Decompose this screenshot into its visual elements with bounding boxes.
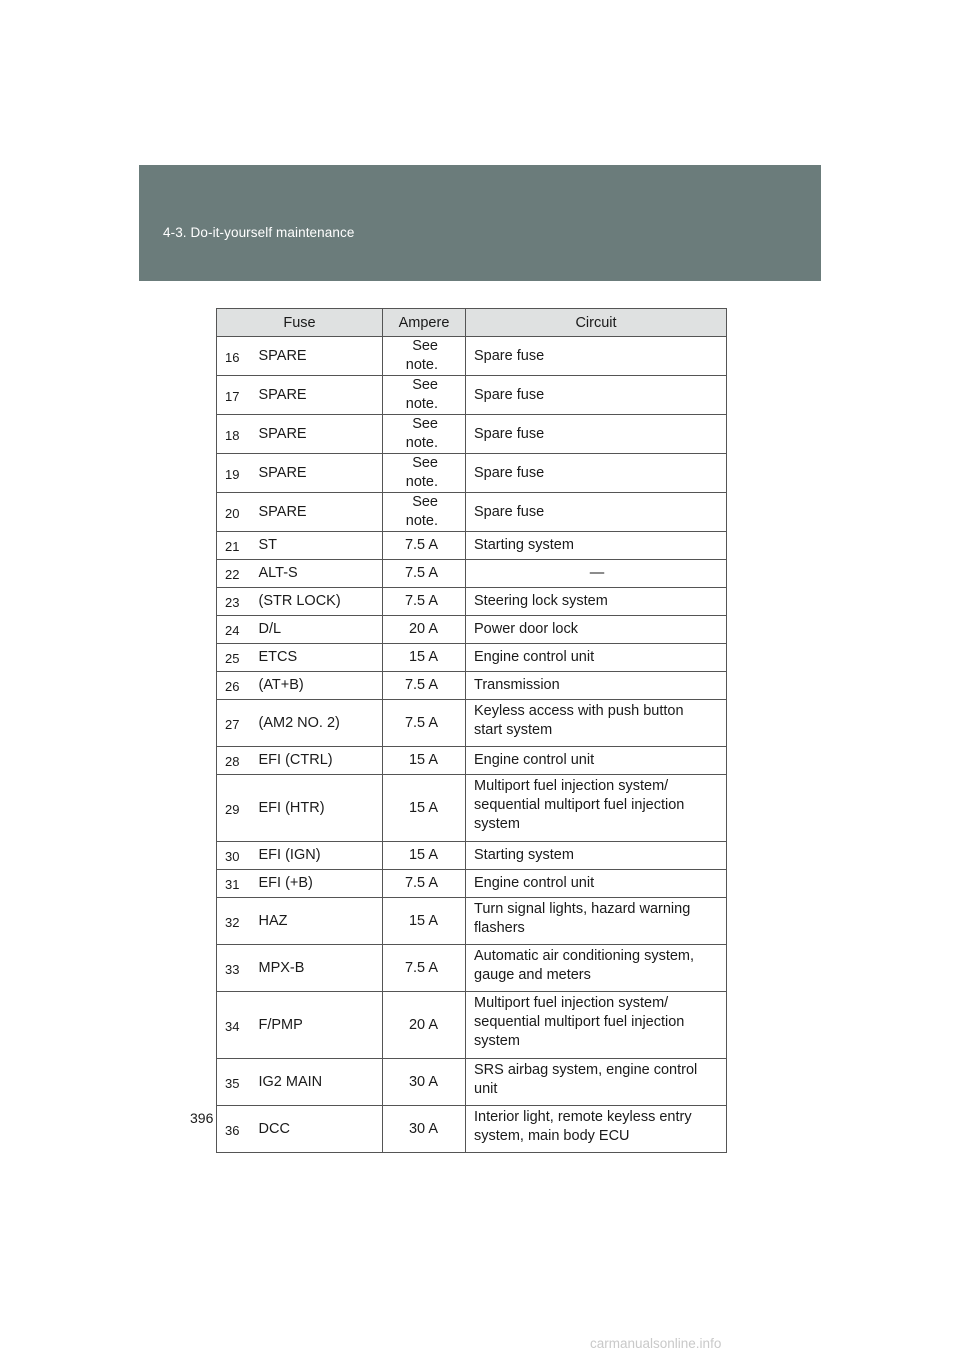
fuse-number: 35 xyxy=(217,1059,251,1106)
fuse-name: ALT-S xyxy=(251,560,383,588)
fuse-ampere: 30 A xyxy=(383,1059,466,1106)
fuse-circuit xyxy=(466,1059,727,1106)
fuse-number: 24 xyxy=(217,616,251,644)
circuit-line: Spare fuse xyxy=(474,425,545,442)
fuse-name: (AT+B) xyxy=(251,672,383,700)
table-row xyxy=(217,842,727,870)
fuse-name: ETCS xyxy=(251,644,383,672)
circuit-line: unit xyxy=(474,1081,498,1097)
fuse-circuit xyxy=(466,415,727,454)
fuse-ampere: 15 A xyxy=(383,644,466,672)
table-row xyxy=(217,775,727,842)
circuit-line: Spare fuse xyxy=(474,464,545,481)
page-number: 396 xyxy=(190,1110,214,1126)
circuit-line: system, main body ECU xyxy=(474,1128,630,1144)
circuit-line: Keyless access with push button xyxy=(474,703,684,719)
fuse-name: EFI (IGN) xyxy=(251,842,383,870)
fuse-number: 34 xyxy=(217,992,251,1059)
circuit-line: flashers xyxy=(474,920,525,936)
fuse-ampere: See note. xyxy=(383,493,466,532)
fuse-circuit xyxy=(466,616,727,644)
table-row xyxy=(217,747,727,775)
fuse-number: 36 xyxy=(217,1106,251,1153)
fuse-name: (AM2 NO. 2) xyxy=(251,700,383,747)
table-row xyxy=(217,898,727,945)
fuse-name: SPARE xyxy=(251,415,383,454)
fuse-name: SPARE xyxy=(251,454,383,493)
fuse-circuit xyxy=(466,532,727,560)
fuse-ampere: 7.5 A xyxy=(383,672,466,700)
fuse-circuit xyxy=(466,842,727,870)
fuse-ampere: 7.5 A xyxy=(383,945,466,992)
fuse-name: F/PMP xyxy=(251,992,383,1059)
fuse-circuit xyxy=(466,672,727,700)
fuse-ampere: 7.5 A xyxy=(383,588,466,616)
fuse-circuit xyxy=(466,945,727,992)
fuse-number: 26 xyxy=(217,672,251,700)
fuse-name: SPARE xyxy=(251,493,383,532)
fuse-name: MPX-B xyxy=(251,945,383,992)
fuse-ampere: 7.5 A xyxy=(383,700,466,747)
fuse-name: EFI (HTR) xyxy=(251,775,383,842)
circuit-line: Engine control unit xyxy=(474,875,595,891)
fuse-number: 21 xyxy=(217,532,251,560)
fuse-name: SPARE xyxy=(251,376,383,415)
circuit-line: Steering lock system xyxy=(474,593,608,609)
circuit-line: Automatic air conditioning system, xyxy=(474,948,695,964)
circuit-line: Turn signal lights, hazard warning xyxy=(474,901,691,917)
fuse-ampere: See note. xyxy=(383,337,466,376)
circuit-line: start system xyxy=(474,722,553,738)
fuse-number: 16 xyxy=(217,337,251,376)
fuse-circuit xyxy=(466,775,727,842)
fuse-ampere: 7.5 A xyxy=(383,560,466,588)
fuse-number: 19 xyxy=(217,454,251,493)
circuit-line: system xyxy=(474,1033,520,1049)
fuse-circuit xyxy=(466,992,727,1059)
fuse-ampere: See note. xyxy=(383,454,466,493)
circuit-line: Engine control unit xyxy=(474,649,595,665)
fuse-circuit xyxy=(466,560,727,588)
fuse-number: 17 xyxy=(217,376,251,415)
circuit-line: Spare fuse xyxy=(474,503,545,520)
table-row xyxy=(217,337,727,376)
fuse-name: ST xyxy=(251,532,383,560)
fuse-number: 23 xyxy=(217,588,251,616)
table-row xyxy=(217,700,727,747)
fuse-ampere: 7.5 A xyxy=(383,870,466,898)
circuit-line: gauge and meters xyxy=(474,967,591,983)
fuse-ampere: 15 A xyxy=(383,775,466,842)
table-row xyxy=(217,588,727,616)
fuse-name: EFI (+B) xyxy=(251,870,383,898)
circuit-line: Multiport fuel injection system/ xyxy=(474,778,669,794)
fuse-name: (STR LOCK) xyxy=(251,588,383,616)
fuse-number: 20 xyxy=(217,493,251,532)
circuit-line: system xyxy=(474,816,520,832)
fuse-circuit xyxy=(466,588,727,616)
fuse-ampere: 30 A xyxy=(383,1106,466,1153)
table-row xyxy=(217,415,727,454)
fuse-number: 18 xyxy=(217,415,251,454)
fuse-number: 25 xyxy=(217,644,251,672)
table-header-row xyxy=(217,309,727,337)
fuse-circuit xyxy=(466,376,727,415)
fuse-number: 32 xyxy=(217,898,251,945)
footer-watermark: carmanualsonline.info xyxy=(590,1336,722,1351)
fuse-number: 33 xyxy=(217,945,251,992)
circuit-line: Multiport fuel injection system/ xyxy=(474,995,669,1011)
fuse-ampere: 15 A xyxy=(383,747,466,775)
fuse-ampere: 20 A xyxy=(383,616,466,644)
circuit-line: Starting system xyxy=(474,847,574,863)
table-row xyxy=(217,493,727,532)
fuse-name: SPARE xyxy=(251,337,383,376)
fuse-ampere: 20 A xyxy=(383,992,466,1059)
circuit-line: Engine control unit xyxy=(474,752,595,768)
column-header-circuit: Circuit xyxy=(466,309,727,337)
table-row xyxy=(217,672,727,700)
circuit-line: sequential multiport fuel injection xyxy=(474,1014,685,1030)
circuit-line: sequential multiport fuel injection xyxy=(474,797,685,813)
table-row xyxy=(217,376,727,415)
table-row xyxy=(217,992,727,1059)
circuit-line: Power door lock xyxy=(474,621,578,637)
circuit-line: Starting system xyxy=(474,537,574,553)
fuse-ampere: 15 A xyxy=(383,842,466,870)
fuse-name: EFI (CTRL) xyxy=(251,747,383,775)
fuse-ampere: 7.5 A xyxy=(383,532,466,560)
fuse-circuit xyxy=(466,898,727,945)
fuse-ampere: See note. xyxy=(383,376,466,415)
fuse-number: 30 xyxy=(217,842,251,870)
circuit-line: Interior light, remote keyless entry xyxy=(474,1109,692,1125)
circuit-line: Spare fuse xyxy=(474,386,545,403)
column-header-fuse: Fuse xyxy=(217,309,383,337)
fuse-name: D/L xyxy=(251,616,383,644)
fuse-circuit xyxy=(466,337,727,376)
table-row xyxy=(217,616,727,644)
fuse-number: 28 xyxy=(217,747,251,775)
fuse-ampere: See note. xyxy=(383,415,466,454)
table-row xyxy=(217,945,727,992)
circuit-line: SRS airbag system, engine control xyxy=(474,1062,698,1078)
table-row xyxy=(217,644,727,672)
table-row xyxy=(217,532,727,560)
section-title: 4-3. Do-it-yourself maintenance xyxy=(163,225,355,240)
fuse-circuit xyxy=(466,644,727,672)
table-row xyxy=(217,870,727,898)
fuse-circuit xyxy=(466,493,727,532)
fuse-circuit xyxy=(466,1106,727,1153)
column-header-ampere: Ampere xyxy=(383,309,466,337)
fuse-name: HAZ xyxy=(251,898,383,945)
table-row xyxy=(217,1106,727,1153)
fuse-circuit xyxy=(466,700,727,747)
fuse-circuit xyxy=(466,454,727,493)
table-row xyxy=(217,560,727,588)
fuse-number: 27 xyxy=(217,700,251,747)
fuse-circuit xyxy=(466,870,727,898)
fuse-name: DCC xyxy=(251,1106,383,1153)
fuse-name: IG2 MAIN xyxy=(251,1059,383,1106)
circuit-line: Spare fuse xyxy=(474,347,545,364)
circuit-line: — xyxy=(589,565,605,581)
fuse-table xyxy=(216,308,727,1153)
section-header-band xyxy=(139,165,821,281)
fuse-circuit xyxy=(466,747,727,775)
table-row xyxy=(217,1059,727,1106)
circuit-line: Transmission xyxy=(474,677,560,693)
table-row xyxy=(217,454,727,493)
fuse-number: 22 xyxy=(217,560,251,588)
fuse-ampere: 15 A xyxy=(383,898,466,945)
fuse-number: 31 xyxy=(217,870,251,898)
fuse-number: 29 xyxy=(217,775,251,842)
